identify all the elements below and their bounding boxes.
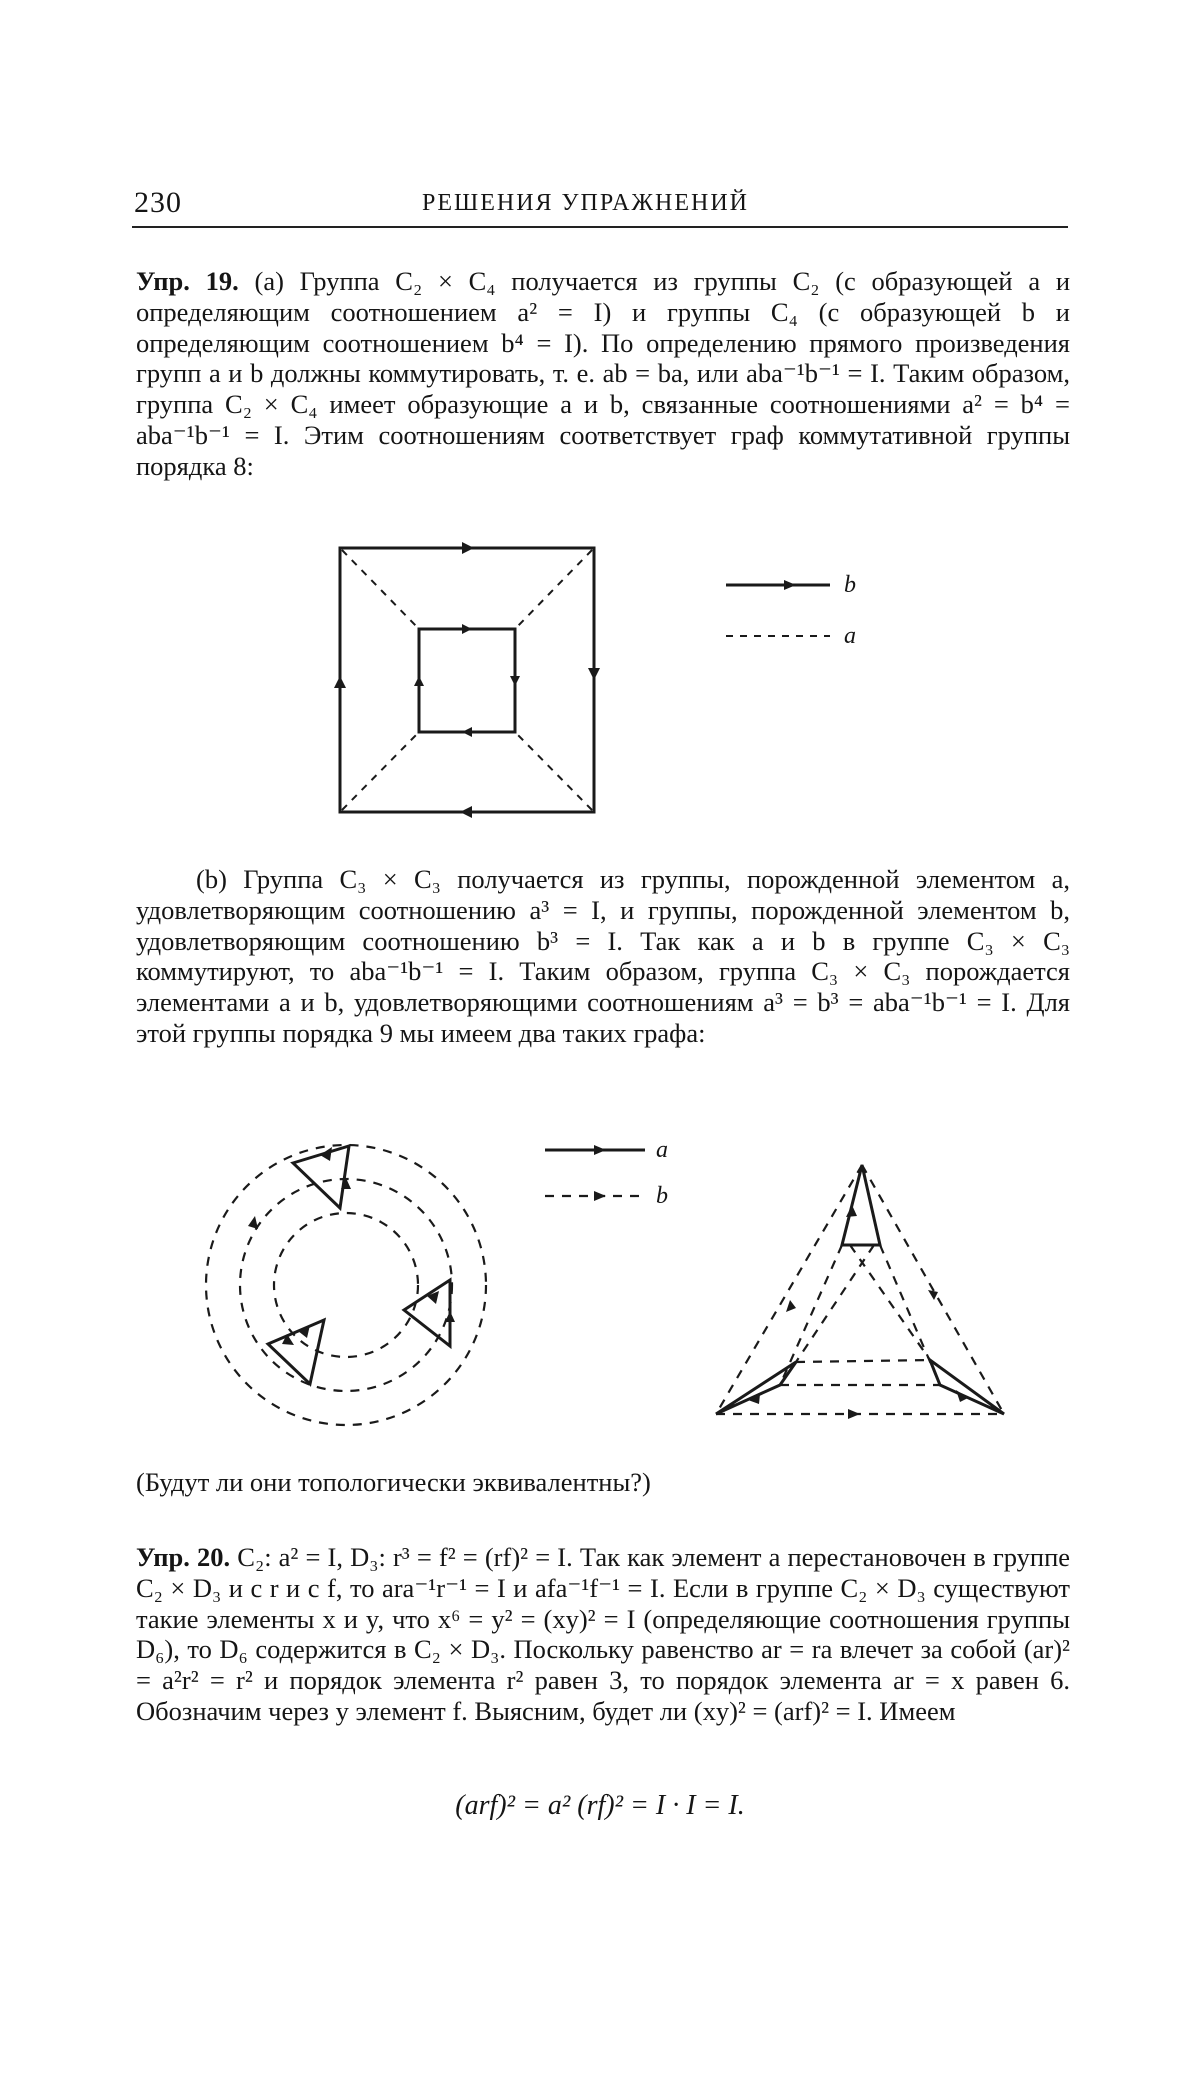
- exercise-20: [136, 1542, 1070, 1727]
- exercise-20-formula: (arf)² = a² (rf)² = I · I = I.: [455, 1790, 745, 1821]
- legend-solid-label: b: [844, 572, 856, 598]
- legend-b: [545, 1137, 668, 1209]
- legend-dashed-label: a: [844, 623, 856, 649]
- running-title: РЕШЕНИЯ УПРАЖНЕНИЙ: [422, 190, 749, 216]
- exercise-20-text: C₂: a² = I, D₃: r³ = f² = (rf)² = I. Так как элемент a перестановочен в группе C₂ × D₃ и с r и с f, то ara⁻¹r⁻¹ = I и afa⁻¹f⁻¹ = I. Если в группе C₂ × D₃ существуют такие элементы x и y, что x⁶ = y² = (xy)² = I (определяющие соотношения группы D₆), то D₆ содержится в C₂ × D₃. Поскольку равенство ar = ra влечет за собой (ar)² = a²r² = r² и порядок элемента r² равен 3, то порядок элемента ar = x равен 6. Обозначим через y элемент f. Выясним, будет ли (xy)² = (arf)² = I. Имеем: [136, 1542, 1071, 1726]
- exercise-19-label: Упр. 19.: [136, 266, 239, 296]
- exercise-19-part-a-text: (а) Группа C₂ × C₄ получается из группы C₂ (с образующей a и определяющим соотношением a² = I) и группы C₄ (с образующей b и определяющим соотношением b⁴ = I). По определению прямого произведения групп a и b должны коммутировать, т. е. ab = ba, или aba⁻¹b⁻¹ = I. Таким образом, группа C₂ × C₄ имеет образующие a и b, связанные соотношениями a² = b⁴ = aba⁻¹b⁻¹ = I. Этим соотношениям соответствует граф коммутативной группы порядка 8:: [136, 266, 1070, 481]
- circular-graph: [206, 1145, 486, 1425]
- legend-dashed-label-b: b: [656, 1183, 668, 1209]
- legend-solid-label-b: a: [656, 1137, 668, 1163]
- exercise-19-part-b: (b) Группа C₃ × C₃ получается из группы, порожденной элементом a, удовлетворяющим соотношению a³ = I, и группы, порожденной элементом b, удовлетворяющим соотношению b³ = I. Так как a и b в группе C₃ × C₃ коммутируют, то aba⁻¹b⁻¹ = I. Таким образом, группа C₃ × C₃ порождается элементами a и b, удовлетворяющими соотношениям a³ = b³ = aba⁻¹b⁻¹ = I. Для этой группы порядка 9 мы имеем два таких графа:: [136, 864, 1070, 1048]
- exercise-20-label: Упр. 20.: [136, 1542, 231, 1572]
- page-number: 230: [134, 186, 182, 219]
- exercise-19-question: (Будут ли они топологически эквивалентны?): [136, 1467, 651, 1497]
- triangular-graph: [716, 1165, 1004, 1419]
